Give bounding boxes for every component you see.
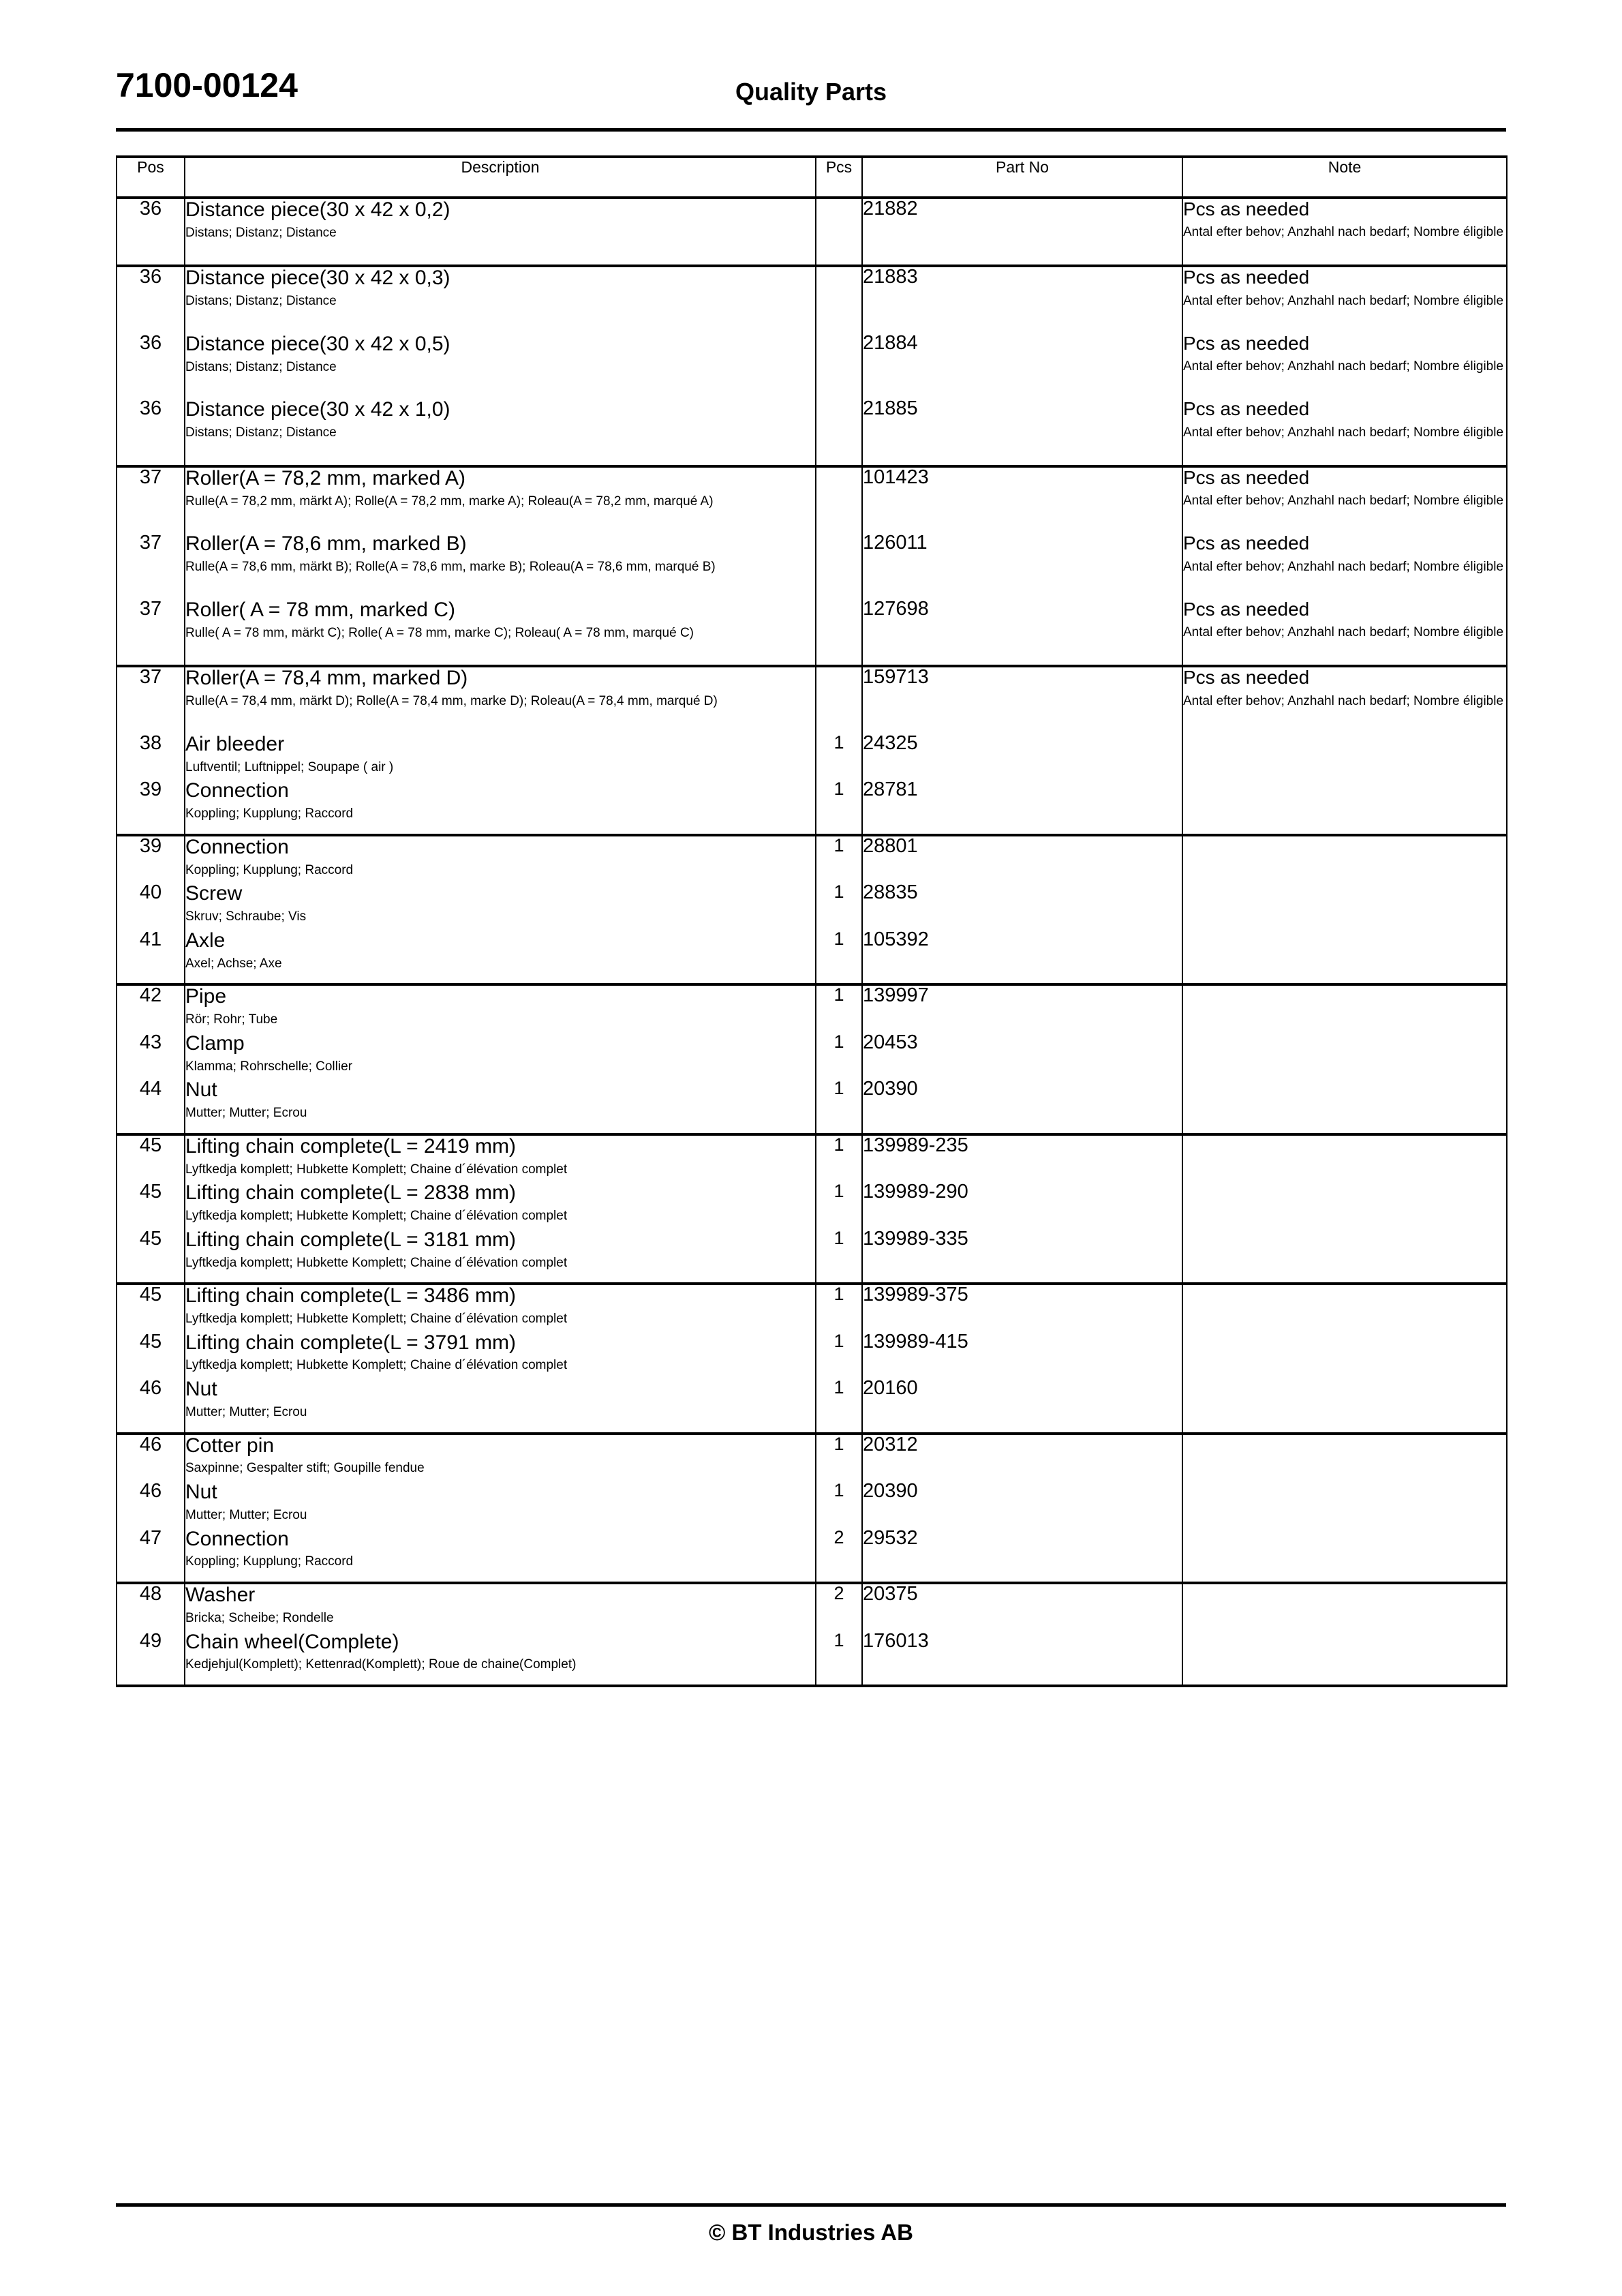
cell-part-no: 29532 — [862, 1528, 1182, 1583]
table-row — [117, 734, 1507, 780]
cell-description — [185, 1481, 816, 1528]
table-row — [117, 466, 1507, 533]
description-translations: Bricka; Scheibe; Rondelle — [185, 1610, 334, 1625]
description-translations: Distans; Distanz; Distance — [185, 425, 337, 440]
note-primary: Pcs as needed — [1183, 667, 1310, 689]
table-row — [117, 666, 1507, 733]
note-translations: Antal efter behov; Anzhahl nach bedarf; Nombre éligible — [1183, 225, 1504, 240]
cell-pcs: 1 — [816, 1434, 862, 1481]
note-primary: Pcs as needed — [1183, 598, 1310, 620]
cell-note — [1182, 883, 1507, 929]
table-block — [117, 1583, 1507, 1686]
description-primary: Lifting chain complete(L = 3181 mm) — [185, 1228, 516, 1251]
cell-note — [1182, 1229, 1507, 1284]
cell-pos: 37 — [117, 599, 185, 666]
description-translations: Mutter; Mutter; Ecrou — [185, 1507, 307, 1522]
cell-description — [185, 1229, 816, 1284]
parts-table — [116, 155, 1508, 1687]
note-translations: Antal efter behov; Anzhahl nach bedarf; Nombre éligible — [1183, 293, 1504, 308]
description-primary: Air bleeder — [185, 732, 285, 755]
description-translations: Klamma; Rohrschelle; Collier — [185, 1059, 352, 1074]
cell-description — [185, 1284, 816, 1331]
description-translations: Rulle(A = 78,2 mm, märkt A); Rolle(A = 78,2 mm, marke A); Roleau(A = 78,2 mm, marqué A) — [185, 494, 714, 509]
description-translations: Koppling; Kupplung; Raccord — [185, 1554, 354, 1569]
cell-note — [1182, 1182, 1507, 1228]
cell-pcs: 1 — [816, 984, 862, 1032]
cell-part-no: 21883 — [862, 266, 1182, 333]
cell-description — [185, 599, 816, 666]
document-number: 7100-00124 — [116, 66, 298, 104]
page-title: Quality Parts — [735, 78, 887, 106]
cell-part-no: 139989-335 — [862, 1229, 1182, 1284]
cell-pcs — [816, 198, 862, 266]
description-primary: Lifting chain complete(L = 3791 mm) — [185, 1331, 516, 1354]
description-primary: Pipe — [185, 985, 227, 1008]
cell-pos: 48 — [117, 1583, 185, 1631]
description-translations: Koppling; Kupplung; Raccord — [185, 806, 354, 821]
table-row — [117, 533, 1507, 599]
table-row — [117, 399, 1507, 466]
description-translations: Skruv; Schraube; Vis — [185, 909, 307, 924]
cell-part-no: 101423 — [862, 466, 1182, 533]
cell-pos: 36 — [117, 266, 185, 333]
table-row — [117, 1481, 1507, 1528]
table-row — [117, 930, 1507, 984]
cell-note — [1182, 333, 1507, 399]
description-primary: Nut — [185, 1378, 217, 1401]
description-translations: Distans; Distanz; Distance — [185, 225, 337, 240]
note-translations: Antal efter behov; Anzhahl nach bedarf; Nombre éligible — [1183, 425, 1504, 440]
description-translations: Lyftkedja komplett; Hubkette Komplett; Chaine d´élévation complet — [185, 1358, 568, 1373]
note-primary: Pcs as needed — [1183, 267, 1310, 288]
header-divider — [116, 128, 1506, 132]
description-translations: Rör; Rohr; Tube — [185, 1012, 278, 1027]
cell-note — [1182, 198, 1507, 266]
cell-description — [185, 984, 816, 1032]
table-row — [117, 984, 1507, 1032]
cell-description — [185, 666, 816, 733]
cell-description — [185, 930, 816, 984]
cell-pcs: 2 — [816, 1583, 862, 1631]
cell-pcs — [816, 266, 862, 333]
cell-description — [185, 1434, 816, 1481]
footer-copyright: © BT Industries AB — [709, 2220, 913, 2245]
cell-pos: 38 — [117, 734, 185, 780]
description-translations: Mutter; Mutter; Ecrou — [185, 1404, 307, 1419]
cell-part-no: 21884 — [862, 333, 1182, 399]
cell-description — [185, 1631, 816, 1686]
cell-pos: 36 — [117, 333, 185, 399]
cell-description — [185, 533, 816, 599]
description-translations: Rulle(A = 78,6 mm, märkt B); Rolle(A = 78,6 mm, marke B); Roleau(A = 78,6 mm, marqué B) — [185, 560, 716, 575]
cell-part-no: 139989-415 — [862, 1332, 1182, 1378]
cell-pos: 39 — [117, 835, 185, 883]
cell-pos: 45 — [117, 1229, 185, 1284]
table-row — [117, 198, 1507, 266]
description-primary: Distance piece(30 x 42 x 0,5) — [185, 332, 450, 355]
cell-description — [185, 1332, 816, 1378]
note-translations: Antal efter behov; Anzhahl nach bedarf; Nombre éligible — [1183, 359, 1504, 374]
note-primary: Pcs as needed — [1183, 398, 1310, 420]
cell-pcs — [816, 533, 862, 599]
description-primary: Nut — [185, 1481, 217, 1504]
cell-note — [1182, 1434, 1507, 1481]
cell-pcs: 1 — [816, 1284, 862, 1331]
cell-part-no: 139989-290 — [862, 1182, 1182, 1228]
note-primary: Pcs as needed — [1183, 198, 1310, 220]
cell-pcs — [816, 466, 862, 533]
table-header — [117, 157, 1507, 198]
cell-pos: 46 — [117, 1434, 185, 1481]
description-primary: Screw — [185, 882, 243, 905]
cell-note — [1182, 466, 1507, 533]
cell-note — [1182, 1033, 1507, 1079]
cell-note — [1182, 835, 1507, 883]
cell-part-no: 24325 — [862, 734, 1182, 780]
description-primary: Lifting chain complete(L = 3486 mm) — [185, 1284, 516, 1308]
cell-note — [1182, 734, 1507, 780]
cell-part-no: 126011 — [862, 533, 1182, 599]
cell-pos: 37 — [117, 666, 185, 733]
document-header — [116, 65, 1506, 131]
cell-note — [1182, 666, 1507, 733]
table-row — [117, 1033, 1507, 1079]
description-primary: Roller( A = 78 mm, marked C) — [185, 598, 455, 621]
cell-pcs — [816, 399, 862, 466]
cell-description — [185, 883, 816, 929]
cell-description — [185, 399, 816, 466]
table-row — [117, 780, 1507, 834]
cell-description — [185, 780, 816, 834]
table-row — [117, 1528, 1507, 1583]
table-row — [117, 1079, 1507, 1134]
cell-pcs: 1 — [816, 1182, 862, 1228]
cell-note — [1182, 1284, 1507, 1331]
cell-pcs: 1 — [816, 883, 862, 929]
table-block — [117, 1134, 1507, 1284]
cell-note — [1182, 1079, 1507, 1134]
cell-pos: 42 — [117, 984, 185, 1032]
cell-note — [1182, 266, 1507, 333]
description-translations: Lyftkedja komplett; Hubkette Komplett; Chaine d´élévation complet — [185, 1162, 568, 1177]
cell-pos: 37 — [117, 466, 185, 533]
cell-pos: 36 — [117, 198, 185, 266]
cell-pcs — [816, 599, 862, 666]
cell-description — [185, 835, 816, 883]
cell-pos: 49 — [117, 1631, 185, 1686]
table-row — [117, 1583, 1507, 1631]
cell-pcs: 1 — [816, 780, 862, 834]
description-translations: Kedjehjul(Komplett); Kettenrad(Komplett); Roue de chaine(Complet) — [185, 1657, 577, 1672]
cell-part-no: 21882 — [862, 198, 1182, 266]
cell-part-no: 20390 — [862, 1079, 1182, 1134]
cell-pos: 37 — [117, 533, 185, 599]
cell-part-no: 20160 — [862, 1378, 1182, 1433]
cell-part-no: 139989-235 — [862, 1134, 1182, 1182]
note-translations: Antal efter behov; Anzhahl nach bedarf; Nombre éligible — [1183, 559, 1504, 574]
table-block — [117, 466, 1507, 666]
table-block — [117, 198, 1507, 266]
description-primary: Connection — [185, 835, 289, 858]
cell-part-no: 28781 — [862, 780, 1182, 834]
cell-pos: 45 — [117, 1284, 185, 1331]
description-primary: Distance piece(30 x 42 x 0,2) — [185, 198, 450, 221]
column-header-part-no: Part No — [862, 157, 1182, 198]
cell-pos: 40 — [117, 883, 185, 929]
table-row — [117, 1434, 1507, 1481]
description-primary: Connection — [185, 1527, 289, 1550]
cell-part-no: 20390 — [862, 1481, 1182, 1528]
description-primary: Chain wheel(Complete) — [185, 1630, 399, 1653]
cell-note — [1182, 399, 1507, 466]
cell-pos: 47 — [117, 1528, 185, 1583]
cell-pcs: 1 — [816, 1079, 862, 1134]
cell-pcs: 2 — [816, 1528, 862, 1583]
cell-pcs — [816, 666, 862, 733]
description-primary: Washer — [185, 1584, 256, 1607]
cell-pos: 43 — [117, 1033, 185, 1079]
cell-pos: 45 — [117, 1182, 185, 1228]
cell-note — [1182, 533, 1507, 599]
cell-description — [185, 1182, 816, 1228]
cell-description — [185, 1079, 816, 1134]
cell-pos: 44 — [117, 1079, 185, 1134]
cell-pcs: 1 — [816, 734, 862, 780]
cell-pcs: 1 — [816, 1631, 862, 1686]
cell-part-no: 28801 — [862, 835, 1182, 883]
cell-pos: 39 — [117, 780, 185, 834]
cell-part-no: 127698 — [862, 599, 1182, 666]
cell-part-no: 139997 — [862, 984, 1182, 1032]
cell-note — [1182, 1528, 1507, 1583]
table-row — [117, 266, 1507, 333]
description-translations: Axel; Achse; Axe — [185, 956, 282, 971]
description-translations: Distans; Distanz; Distance — [185, 294, 337, 309]
description-translations: Distans; Distanz; Distance — [185, 359, 337, 374]
description-translations: Saxpinne; Gespalter stift; Goupille fendue — [185, 1461, 425, 1476]
column-header-pcs: Pcs — [816, 157, 862, 198]
table-row — [117, 1229, 1507, 1284]
cell-part-no: 21885 — [862, 399, 1182, 466]
cell-pcs: 1 — [816, 1481, 862, 1528]
cell-note — [1182, 1631, 1507, 1686]
cell-pos: 46 — [117, 1481, 185, 1528]
cell-description — [185, 266, 816, 333]
description-primary: Distance piece(30 x 42 x 0,3) — [185, 267, 450, 290]
cell-part-no: 28835 — [862, 883, 1182, 929]
cell-description — [185, 1134, 816, 1182]
table-row — [117, 1284, 1507, 1331]
cell-note — [1182, 599, 1507, 666]
cell-pcs: 1 — [816, 1229, 862, 1284]
column-header-note: Note — [1182, 157, 1507, 198]
table-row — [117, 333, 1507, 399]
cell-pos: 46 — [117, 1378, 185, 1433]
description-primary: Roller(A = 78,6 mm, marked B) — [185, 532, 467, 556]
cell-note — [1182, 1583, 1507, 1631]
cell-pcs: 1 — [816, 835, 862, 883]
cell-note — [1182, 780, 1507, 834]
column-header-description: Description — [185, 157, 816, 198]
cell-pos: 41 — [117, 930, 185, 984]
cell-note — [1182, 1378, 1507, 1433]
table-header-row — [117, 157, 1507, 198]
cell-description — [185, 1528, 816, 1583]
note-primary: Pcs as needed — [1183, 332, 1310, 354]
cell-note — [1182, 984, 1507, 1032]
cell-description — [185, 1378, 816, 1433]
description-translations: Lyftkedja komplett; Hubkette Komplett; Chaine d´élévation complet — [185, 1312, 568, 1326]
cell-pcs — [816, 333, 862, 399]
description-primary: Cotter pin — [185, 1434, 275, 1457]
cell-pcs: 1 — [816, 1332, 862, 1378]
cell-description — [185, 1583, 816, 1631]
cell-pos: 45 — [117, 1134, 185, 1182]
note-primary: Pcs as needed — [1183, 466, 1310, 488]
cell-part-no: 159713 — [862, 666, 1182, 733]
description-translations: Lyftkedja komplett; Hubkette Komplett; Chaine d´élévation complet — [185, 1209, 568, 1224]
cell-part-no: 105392 — [862, 930, 1182, 984]
table-row — [117, 835, 1507, 883]
table-row — [117, 1182, 1507, 1228]
table-row — [117, 599, 1507, 666]
cell-description — [185, 198, 816, 266]
table-block — [117, 266, 1507, 466]
note-translations: Antal efter behov; Anzhahl nach bedarf; Nombre éligible — [1183, 494, 1504, 509]
description-primary: Roller(A = 78,2 mm, marked A) — [185, 466, 465, 489]
description-translations: Rulle( A = 78 mm, märkt C); Rolle( A = 78 mm, marke C); Roleau( A = 78 mm, marqué C) — [185, 625, 694, 640]
cell-description — [185, 734, 816, 780]
table-row — [117, 883, 1507, 929]
note-translations: Antal efter behov; Anzhahl nach bedarf; Nombre éligible — [1183, 625, 1504, 640]
cell-description — [185, 333, 816, 399]
description-primary: Lifting chain complete(L = 2419 mm) — [185, 1134, 516, 1158]
cell-part-no: 176013 — [862, 1631, 1182, 1686]
description-primary: Connection — [185, 779, 289, 802]
cell-note — [1182, 1332, 1507, 1378]
note-primary: Pcs as needed — [1183, 532, 1310, 554]
cell-part-no: 139989-375 — [862, 1284, 1182, 1331]
table-block — [117, 666, 1507, 834]
cell-note — [1182, 930, 1507, 984]
description-translations: Mutter; Mutter; Ecrou — [185, 1106, 307, 1121]
table-row — [117, 1332, 1507, 1378]
description-translations: Lyftkedja komplett; Hubkette Komplett; Chaine d´élévation complet — [185, 1255, 568, 1270]
cell-pcs: 1 — [816, 1378, 862, 1433]
description-primary: Lifting chain complete(L = 2838 mm) — [185, 1181, 516, 1205]
description-primary: Axle — [185, 928, 226, 952]
description-primary: Clamp — [185, 1031, 245, 1055]
cell-pcs: 1 — [816, 1134, 862, 1182]
table-block — [117, 835, 1507, 984]
cell-pos: 45 — [117, 1332, 185, 1378]
table-block — [117, 1434, 1507, 1583]
cell-part-no: 20375 — [862, 1583, 1182, 1631]
column-header-pos: Pos — [117, 157, 185, 198]
cell-pcs: 1 — [816, 1033, 862, 1079]
description-translations: Koppling; Kupplung; Raccord — [185, 862, 354, 877]
description-primary: Distance piece(30 x 42 x 1,0) — [185, 398, 450, 421]
table-block — [117, 984, 1507, 1134]
note-translations: Antal efter behov; Anzhahl nach bedarf; Nombre éligible — [1183, 693, 1504, 708]
description-translations: Rulle(A = 78,4 mm, märkt D); Rolle(A = 78,4 mm, marke D); Roleau(A = 78,4 mm, marqué D) — [185, 694, 718, 709]
cell-part-no: 20453 — [862, 1033, 1182, 1079]
cell-note — [1182, 1481, 1507, 1528]
table-row — [117, 1631, 1507, 1686]
table-row — [117, 1378, 1507, 1433]
table-block — [117, 1284, 1507, 1433]
description-primary: Nut — [185, 1078, 217, 1102]
table-row — [117, 1134, 1507, 1182]
footer-divider — [116, 2203, 1506, 2207]
cell-part-no: 20312 — [862, 1434, 1182, 1481]
cell-note — [1182, 1134, 1507, 1182]
description-translations: Luftventil; Luftnippel; Soupape ( air ) — [185, 759, 394, 774]
cell-description — [185, 1033, 816, 1079]
cell-pos: 36 — [117, 399, 185, 466]
cell-pcs: 1 — [816, 930, 862, 984]
description-primary: Roller(A = 78,4 mm, marked D) — [185, 667, 468, 690]
cell-description — [185, 466, 816, 533]
